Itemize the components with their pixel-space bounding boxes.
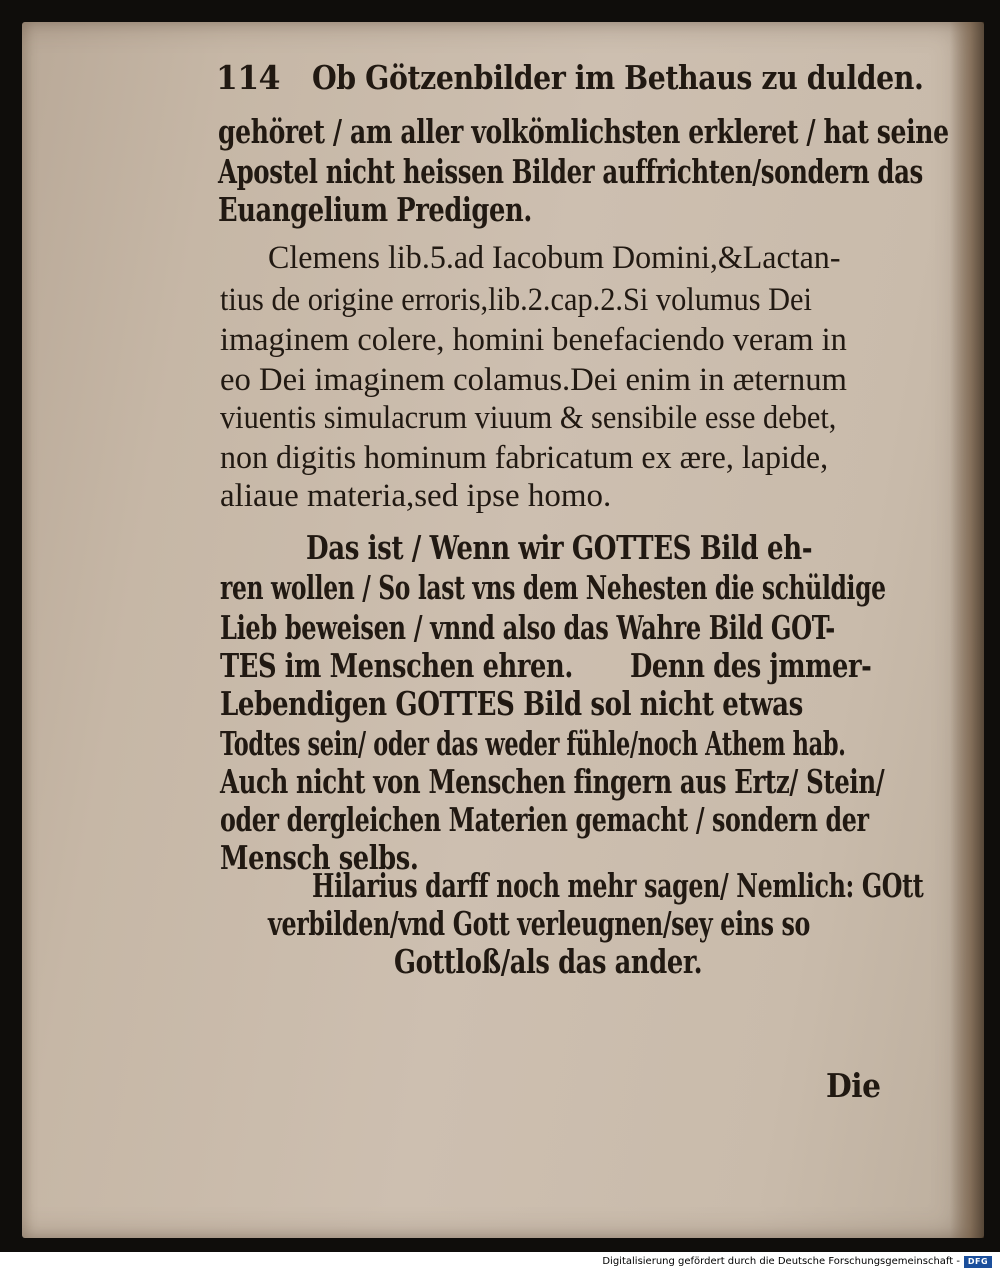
latin-line-3: imaginem colere, homini benefaciendo veram in bbox=[220, 322, 847, 358]
paragraph1-line-1: gehöret / am aller volkömlichsten erkleret / hat seine bbox=[218, 112, 949, 151]
latin-line-4: eo Dei imaginem colamus.Dei enim in æternum bbox=[220, 362, 847, 398]
german-line-8: oder dergleichen Materien gemacht / sondern der bbox=[220, 800, 869, 839]
page-number: 114 bbox=[216, 58, 281, 97]
latin-line-2: tius de origine erroris,lib.2.cap.2.Si volumus Dei bbox=[220, 282, 812, 318]
latin-line-5: viuentis simulacrum viuum & sensibile esse debet, bbox=[220, 400, 837, 436]
paragraph1-line-2: Apostel nicht heissen Bilder auffrichten/sondern das bbox=[218, 152, 923, 191]
german-line-1: Das ist / Wenn wir GOTTES Bild eh- bbox=[306, 528, 813, 567]
hilarius-line-2: verbilden/vnd Gott verleugnen/sey eins so bbox=[268, 904, 811, 943]
german-line-5: Lebendigen GOTTES Bild sol nicht etwas bbox=[220, 684, 803, 723]
catchword: Die bbox=[826, 1066, 881, 1105]
hilarius-line-1: Hilarius darff noch mehr sagen/ Nemlich: GOtt bbox=[312, 866, 924, 905]
latin-line-7: aliaue materia,sed ipse homo. bbox=[220, 478, 612, 514]
running-head: Ob Götzenbilder im Bethaus zu dulden. bbox=[312, 58, 924, 97]
page-gutter-shadow bbox=[950, 22, 984, 1238]
german-line-2: ren wollen / So last vns dem Nehesten die schüldige bbox=[220, 568, 886, 607]
latin-line-1: Clemens lib.5.ad Iacobum Domini,&Lactan- bbox=[268, 240, 841, 276]
paragraph1-line-3: Euangelium Predigen. bbox=[218, 190, 532, 229]
german-line-6: Todtes sein/ oder das weder fühle/noch Athem hab. bbox=[220, 724, 846, 763]
hilarius-line-3: Gottloß/als das ander. bbox=[394, 942, 703, 981]
german-line-3: Lieb beweisen / vnnd also das Wahre Bild GOT- bbox=[220, 608, 835, 647]
digitization-footer bbox=[0, 1252, 1000, 1272]
latin-line-6: non digitis hominum fabricatum ex ære, lapide, bbox=[220, 440, 829, 476]
german-line-7: Auch nicht von Menschen fingern aus Ertz/ Stein/ bbox=[220, 762, 885, 801]
german-line-4a: TES im Menschen ehren. bbox=[220, 646, 573, 685]
dfg-logo: DFG bbox=[964, 1256, 992, 1268]
german-line-4b: Denn des jmmer- bbox=[630, 646, 872, 685]
footer-credit-text: Digitalisierung gefördert durch die Deutsche Forschungsgemeinschaft - bbox=[602, 1256, 960, 1267]
german-line-9: Mensch selbs. bbox=[220, 838, 419, 877]
